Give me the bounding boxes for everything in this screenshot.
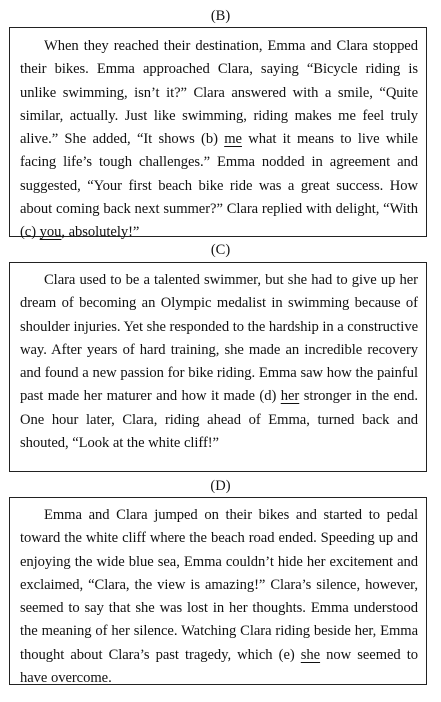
passage-text-c: [20, 269, 418, 455]
passage-c-part2: stronger in the end. One hour later, Clara, riding ahead of Emma, turned back and shouted, “Look at the white cliff!”: [20, 388, 419, 452]
passage-b-part3: , absolutely!”: [61, 224, 140, 241]
passage-d-part2: now seemed to have overcome.: [20, 646, 418, 687]
passage-box-b: [9, 27, 427, 241]
marker-c: (c): [20, 224, 40, 241]
section-label-d: (D): [210, 478, 231, 494]
section-label-b: (B): [210, 8, 231, 24]
marker-b: (b): [201, 131, 225, 148]
marker-d: (d): [259, 388, 281, 405]
passage-b-part1: When they reached their destination, Emma and Clara stopped their bikes. Emma approached Clara, saying “Bicycle riding is unlike swimming, isn’t it?” Clara answered with a smile, “Quite similar, actually. Just like swimming, riding makes me feel truly alive.” She added, “It shows: [20, 38, 418, 148]
passage-box-d: [9, 497, 427, 685]
passage-d-part1: Emma and Clara jumped on their bikes and started to pedal toward the white cliff where the beach road ended. Speeding up and enjoying the wide blue sea, Emma couldn’t hide her excitement and exclaimed, “Clara, the view is amazing!” Clara’s silence, however, seemed to say that she was lost in her thoughts. Emma understood the meaning of her silence. Watching Clara riding beside her, Emma thought about Clara’s past tragedy, which: [20, 507, 418, 663]
passage-text-d: [20, 504, 418, 690]
underlined-reference-b: me: [224, 131, 242, 148]
underlined-reference-c: you: [39, 224, 62, 241]
passage-c-part1: Clara used to be a talented swimmer, but she had to give up her dream of becoming an Olympic medalist in swimming because of shoulder injuries. Yet she responded to the hardship in a constructive way. After years of hard training, she made an incredible recovery and found a new passion for bike riding. Emma saw how the painful past made her maturer and how it made: [20, 272, 418, 405]
underlined-reference-d: her: [280, 388, 300, 405]
section-label-c: (C): [210, 242, 231, 258]
passage-b-part2: what it means to live while facing life’s tough challenges.” Emma nodded in agreement and suggested, “Your first beach bike ride was a great success. How about coming back next summer?” Clara replied with delight, “With: [20, 131, 418, 218]
passage-box-c: [9, 262, 427, 472]
underlined-reference-e: she: [300, 646, 321, 663]
passage-text-b: [20, 35, 418, 245]
marker-e: (e): [278, 646, 301, 663]
